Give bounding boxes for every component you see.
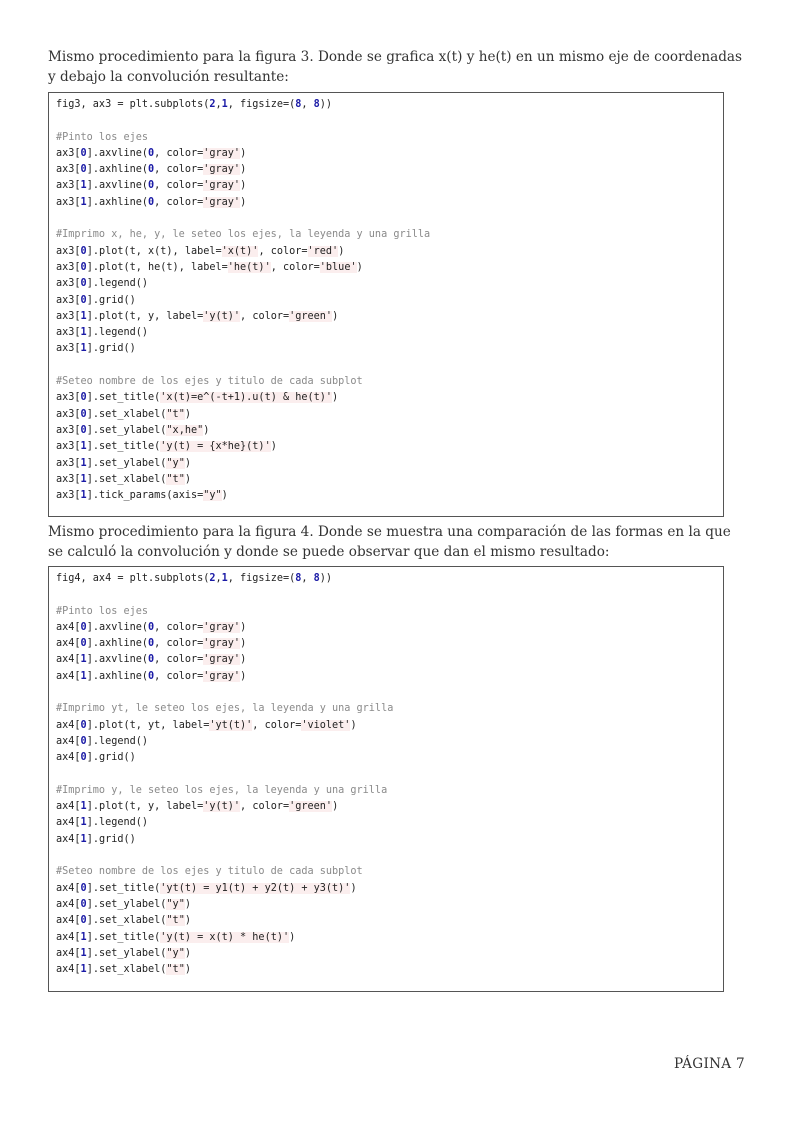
code-line: [56, 358, 430, 374]
code-line: ax4[0].axvline(0, color='gray'): [56, 621, 247, 633]
code-line: [56, 113, 430, 129]
page-number: PÁGINA 7: [673, 1056, 745, 1072]
code-line: #Pinto los ejes: [56, 605, 149, 617]
code-line: #Seteo nombre de los ejes y titulo de cada subplot: [56, 376, 363, 388]
code-line: ax3[1].legend(): [56, 327, 149, 339]
code-line: ax3[0].legend(): [56, 278, 149, 290]
code-line: ax4[1].set_xlabel("t"): [56, 964, 191, 976]
code-block-figure4: [48, 566, 724, 992]
code-line: ax3[1].axvline(0, color='gray'): [56, 180, 247, 192]
code-line: ax3[1].axhline(0, color='gray'): [56, 196, 247, 208]
code-line: ax4[1].set_ylabel("y"): [56, 947, 191, 959]
code-line: ax3[1].tick_params(axis="y"): [56, 490, 228, 502]
code-line: ax4[0].grid(): [56, 752, 136, 764]
code-line: ax4[0].set_ylabel("y"): [56, 898, 191, 910]
code-line: ax3[0].set_ylabel("x,he"): [56, 424, 210, 436]
code-line: ax4[0].set_xlabel("t"): [56, 915, 191, 927]
code-line: fig3, ax3 = plt.subplots(2,1, figsize=(8, 8)): [56, 99, 333, 110]
code-line: ax4[1].set_title('y(t) = x(t) * he(t)'): [56, 931, 296, 943]
code-line: ax3[0].plot(t, he(t), label='he(t)', color='blue'): [56, 261, 363, 273]
code-line: #Pinto los ejes: [56, 131, 149, 143]
code-line: [56, 848, 393, 864]
code-line: #Seteo nombre de los ejes y titulo de cada subplot: [56, 866, 363, 878]
code-line: ax4[0].axhline(0, color='gray'): [56, 638, 247, 650]
code-line: ax3[0].set_title('x(t)=e^(-t+1).u(t) & he(t)'): [56, 392, 339, 404]
figure4-description: Mismo procedimiento para la figura 4. Donde se muestra una comparación de las formas en la que se calculó la convolución y donde se puede observar que dan el mismo resultado:: [48, 524, 731, 560]
code-line: [56, 767, 393, 783]
code-line: ax3[0].plot(t, x(t), label='x(t)', color='red'): [56, 245, 345, 257]
code-line: fig4, ax4 = plt.subplots(2,1, figsize=(8, 8)): [56, 573, 333, 584]
code-line: ax4[1].axhline(0, color='gray'): [56, 670, 247, 682]
code-line: ax4[1].plot(t, y, label='y(t)', color='green'): [56, 801, 339, 813]
code-line: ax3[1].set_title('y(t) = {x*he}(t)'): [56, 441, 277, 453]
code-line: ax3[1].set_xlabel("t"): [56, 473, 191, 485]
code-line: [56, 587, 393, 603]
code-line: ax3[1].plot(t, y, label='y(t)', color='green'): [56, 310, 339, 322]
code-line: ax3[1].set_ylabel("y"): [56, 457, 191, 469]
code-line: ax3[0].axvline(0, color='gray'): [56, 147, 247, 159]
figure3-description: Mismo procedimiento para la figura 3. Donde se grafica x(t) y he(t) en un mismo eje de coordenadas y debajo la convolución resultante:: [48, 49, 743, 85]
code-line: [56, 685, 393, 701]
code-line: ax3[0].grid(): [56, 294, 136, 306]
code-line: #Imprimo x, he, y, le seteo los ejes, la leyenda y una grilla: [56, 229, 431, 241]
code-listing-figure3: [56, 97, 430, 504]
code-block-figure3: [48, 92, 724, 517]
code-line: [56, 211, 430, 227]
code-line: #Imprimo y, le seteo los ejes, la leyenda y una grilla: [56, 784, 388, 796]
code-line: ax3[1].grid(): [56, 343, 136, 355]
code-line: ax4[0].plot(t, yt, label='yt(t)', color='violet'): [56, 719, 357, 731]
code-line: ax4[1].legend(): [56, 817, 149, 829]
code-line: ax3[0].set_xlabel("t"): [56, 408, 191, 420]
code-line: ax4[1].grid(): [56, 833, 136, 845]
code-line: ax3[0].axhline(0, color='gray'): [56, 164, 247, 176]
code-line: ax4[0].legend(): [56, 735, 149, 747]
code-line: ax4[0].set_title('yt(t) = y1(t) + y2(t) + y3(t)'): [56, 882, 357, 894]
code-line: #Imprimo yt, le seteo los ejes, la leyenda y una grilla: [56, 703, 394, 715]
code-line: ax4[1].axvline(0, color='gray'): [56, 654, 247, 666]
code-listing-figure4: [56, 571, 393, 978]
